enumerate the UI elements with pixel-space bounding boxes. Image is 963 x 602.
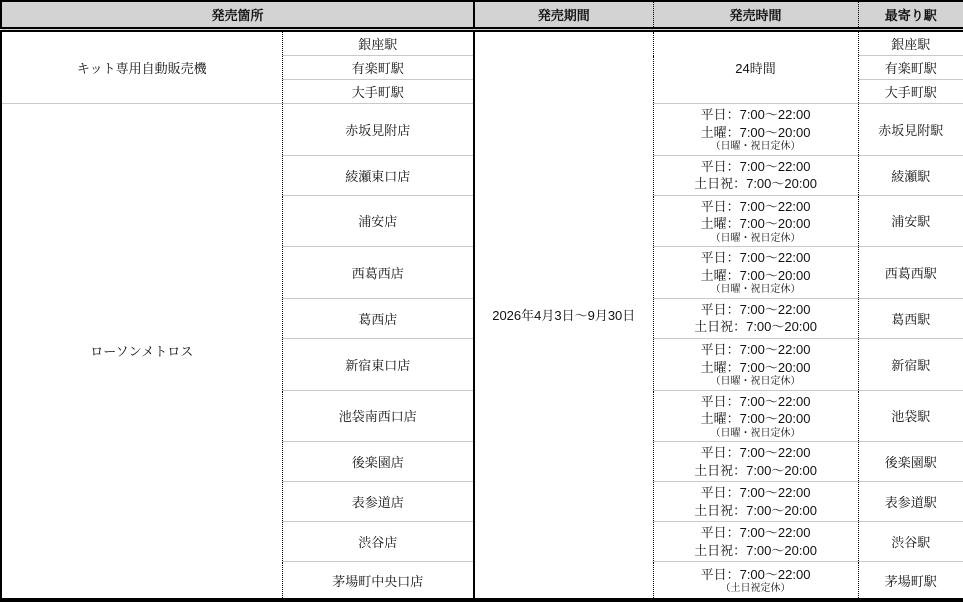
sale-time-line: 平日：7:00～22:00	[700, 341, 811, 357]
sale-location-cell: 池袋南西口店	[282, 390, 474, 442]
table-row	[1, 30, 963, 56]
table-body	[1, 30, 963, 600]
sale-time-line: 平日：7:00～22:00	[700, 485, 811, 501]
sale-time-line: 土日祝：7:00～20:00	[694, 462, 817, 478]
header-sale-period: 発売期間	[474, 1, 653, 30]
sale-location-cell: 赤坂見附店	[282, 104, 474, 156]
nearest-station-cell: 池袋駅	[858, 390, 963, 442]
sale-location-cell: 大手町駅	[282, 80, 474, 104]
sale-time-cell	[653, 195, 858, 247]
sale-time-cell: 24時間	[653, 30, 858, 104]
sale-time-cell	[653, 522, 858, 562]
sale-time-line: 平日：7:00～22:00	[700, 250, 811, 266]
sale-location-cell: 後楽園店	[282, 442, 474, 482]
sale-time-cell	[653, 104, 858, 156]
sale-time-line: 平日：7:00～22:00	[700, 198, 811, 214]
sale-location-cell: 表参道店	[282, 482, 474, 522]
sale-time-cell	[653, 442, 858, 482]
nearest-station-cell: 渋谷駅	[858, 522, 963, 562]
nearest-station-cell: 葛西駅	[858, 298, 963, 338]
nearest-station-cell: 西葛西駅	[858, 247, 963, 299]
sale-location-cell: 浦安店	[282, 195, 474, 247]
sale-time-line: 平日：7:00～22:00	[700, 445, 811, 461]
sale-location-cell: 綾瀬東口店	[282, 155, 474, 195]
nearest-station-cell: 銀座駅	[858, 30, 963, 56]
header-sale-time: 発売時間	[653, 1, 858, 30]
sale-time-cell	[653, 390, 858, 442]
nearest-station-cell: 有楽町駅	[858, 56, 963, 80]
sale-time-cell	[653, 247, 858, 299]
sale-time-note: （土日祝定休）	[720, 583, 791, 595]
sale-time-line: 平日：7:00～22:00	[700, 525, 811, 541]
sale-time-line: 土日祝：7:00～20:00	[694, 176, 817, 192]
sale-period-cell: 2026年4月3日～9月30日	[474, 30, 653, 600]
sale-location-cell: 渋谷店	[282, 522, 474, 562]
table-header	[1, 1, 963, 30]
sale-time-note: （日曜・祝日定休）	[710, 141, 801, 153]
sale-time-note: （日曜・祝日定休）	[710, 376, 801, 388]
sale-time-line: 土曜：7:00～20:00	[700, 267, 811, 283]
nearest-station-cell: 綾瀬駅	[858, 155, 963, 195]
sale-time-note: （日曜・祝日定休）	[710, 232, 801, 244]
sale-time-line: 平日：7:00～22:00	[700, 301, 811, 317]
nearest-station-cell: 後楽園駅	[858, 442, 963, 482]
nearest-station-cell: 浦安駅	[858, 195, 963, 247]
sale-time-cell	[653, 155, 858, 195]
sale-location-cell: 葛西店	[282, 298, 474, 338]
nearest-station-cell: 茅場町駅	[858, 562, 963, 600]
sale-time-note: （日曜・祝日定休）	[710, 427, 801, 439]
sale-time-line: 土曜：7:00～20:00	[700, 411, 811, 427]
sale-time-line: 平日：7:00～22:00	[700, 566, 811, 582]
sale-time-line: 土日祝：7:00～20:00	[694, 542, 817, 558]
sale-location-group-cell: キット専用自動販売機	[1, 30, 282, 104]
sale-location-cell: 銀座駅	[282, 30, 474, 56]
nearest-station-cell: 新宿駅	[858, 338, 963, 390]
sale-time-cell	[653, 338, 858, 390]
sale-location-cell: 西葛西店	[282, 247, 474, 299]
sale-location-cell: 有楽町駅	[282, 56, 474, 80]
sale-location-cell: 茅場町中央口店	[282, 562, 474, 600]
header-row	[1, 1, 963, 30]
sale-time-note: （日曜・祝日定休）	[710, 284, 801, 296]
sale-time-line: 平日：7:00～22:00	[700, 107, 811, 122]
sale-time-line: 平日：7:00～22:00	[700, 158, 811, 174]
sale-location-cell: 新宿東口店	[282, 338, 474, 390]
sale-location-group-cell: ローソンメトロス	[1, 104, 282, 600]
sale-time-cell	[653, 482, 858, 522]
nearest-station-cell: 大手町駅	[858, 80, 963, 104]
sale-time-line: 土曜：7:00～20:00	[700, 124, 811, 140]
sale-time-line: 土日祝：7:00～20:00	[694, 319, 817, 335]
header-nearest-station: 最寄り駅	[858, 1, 963, 30]
nearest-station-cell: 表参道駅	[858, 482, 963, 522]
sale-time-cell	[653, 298, 858, 338]
sale-time-line: 平日：7:00～22:00	[700, 393, 811, 409]
sale-time-line: 土曜：7:00～20:00	[700, 359, 811, 375]
header-sale-location: 発売箇所	[1, 1, 474, 30]
sale-time-cell	[653, 562, 858, 600]
nearest-station-cell: 赤坂見附駅	[858, 104, 963, 156]
sale-time-line: 土曜：7:00～20:00	[700, 216, 811, 232]
sale-time-line: 土日祝：7:00～20:00	[694, 502, 817, 518]
